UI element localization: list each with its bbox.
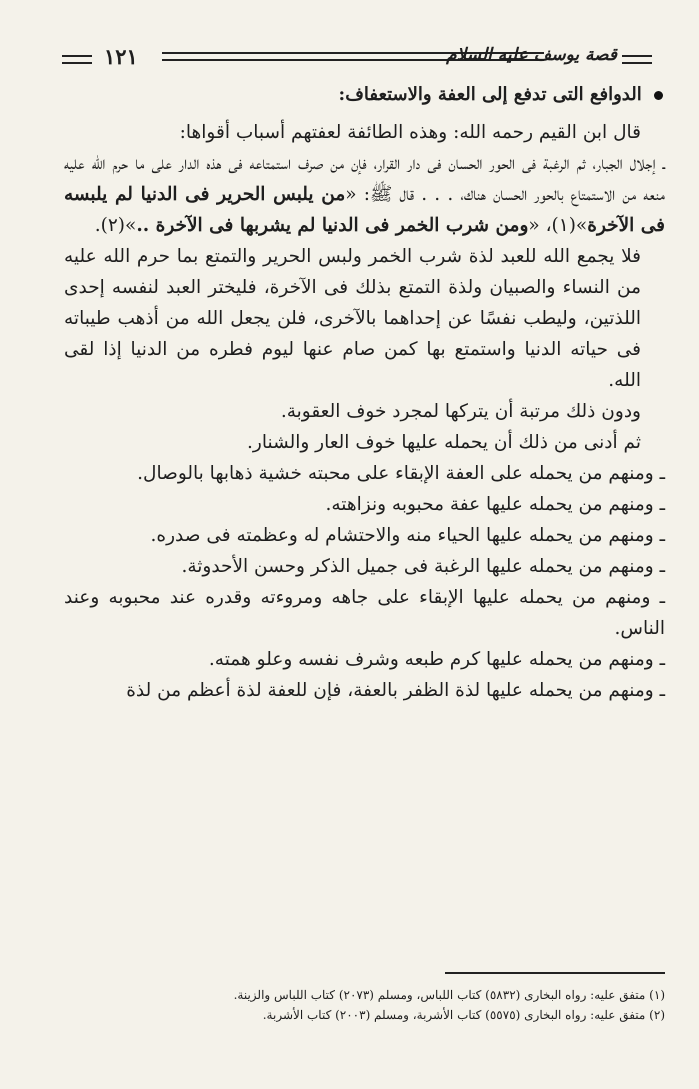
paragraph-3: ودون ذلك مرتبة أن يتركها لمجرد خوف العقوبة. (280, 401, 641, 422)
bullet-icon (654, 91, 663, 100)
intro-line: قال ابن القيم رحمه الله: وهذه الطائفة لعفتهم أسباب أقواها: (179, 122, 641, 143)
reason-item-4: ـ ومنهم من يحمله عليها الرغبة فى جميل الذكر وحسن الأحدوثة. (181, 556, 665, 577)
paragraph-1-plain-1: ـ إجلال الجبار، ثم الرغبة فى الحور الحسان فى دار القرار، فإن من صرف استمتاعه فى هذه الدار على ما حرم الله عليه منعه من الاستمتاع بالحور الحسان هناك، . . . قال ﷺ: « (64, 153, 665, 205)
reason-item-5: ـ ومنهم من يحمله عليها الإبقاء على جاهه ومروءته وقدره عند محبوبه وعند الناس. (64, 587, 665, 639)
paragraph-1-plain-2: »(١)، « (528, 215, 588, 236)
footnote-1: (١) متفق عليه: رواه البخارى (٥٨٣٢) كتاب اللباس، ومسلم (٢٠٧٣) كتاب اللباس والزينة. (233, 988, 665, 1002)
paragraph-4: ثم أدنى من ذلك أن يحمله عليها خوف العار والشنار. (247, 432, 641, 453)
section-title (64, 84, 665, 105)
header-rule-left-top (62, 55, 92, 57)
header-rule-left-bottom (62, 62, 92, 64)
reason-item-6: ـ ومنهم من يحمله عليها كرم طبعه وشرف نفسه وعلو همته. (208, 649, 665, 670)
reason-item-7: ـ ومنهم من يحمله عليها لذة الظفر بالعفة، فإن للعفة لذة أعظم من لذة (126, 680, 665, 701)
footnote-2: (٢) متفق عليه: رواه البخارى (٥٥٧٥) كتاب الأشربة، ومسلم (٢٠٠٣) كتاب الأشربة. (262, 1008, 665, 1022)
header-rule-right-bottom (622, 62, 652, 64)
page-content (64, 84, 665, 706)
header-rule-right-top (622, 55, 652, 57)
section-title-text: الدوافع التى تدفع إلى العفة والاستعفاف: (338, 84, 642, 105)
footnote-rule (445, 972, 665, 974)
page-number: ١٢١ (104, 44, 138, 69)
page-header (62, 40, 652, 80)
paragraph-1-plain-3: »(٢). (94, 215, 137, 236)
reason-item-3: ـ ومنهم من يحمله عليها الحياء منه والاحتشام له وعظمته فى صدره. (150, 525, 665, 546)
paragraph-2: فلا يجمع الله للعبد لذة شرب الخمر ولبس الحرير والتمتع بما حرم الله عليه من النساء والصبيان ولذة التمتع بذلك فى الآخرة، فليختر العبد لنفسه إحدى اللذتين، وليطب نفسًا عن إحداهما بالآخرى، فلن يجعل الله من أذهب طيباته فى حياته الدنيا واستمتع بها كمن صام عنها ليوم فطره من الدنيا إذا لقى الله. (64, 246, 641, 391)
reason-item-1: ـ ومنهم من يحمله على العفة الإبقاء على محبته خشية ذهابها بالوصال. (137, 463, 665, 484)
footnotes (26, 972, 665, 1026)
running-title: قصة يوسف عليه السلام (446, 45, 617, 65)
paragraph-1-bold-2: ومن شرب الخمر فى الدنيا لم يشربها فى الآخرة .. (136, 215, 529, 236)
paragraph-1 (64, 148, 665, 241)
paragraph-1-bold-1: من يلبس الحرير فى الدنيا لم يلبسه فى الآخرة (64, 184, 665, 236)
reason-item-2: ـ ومنهم من يحمله عليها عفة محبوبه ونزاهته. (325, 494, 665, 515)
